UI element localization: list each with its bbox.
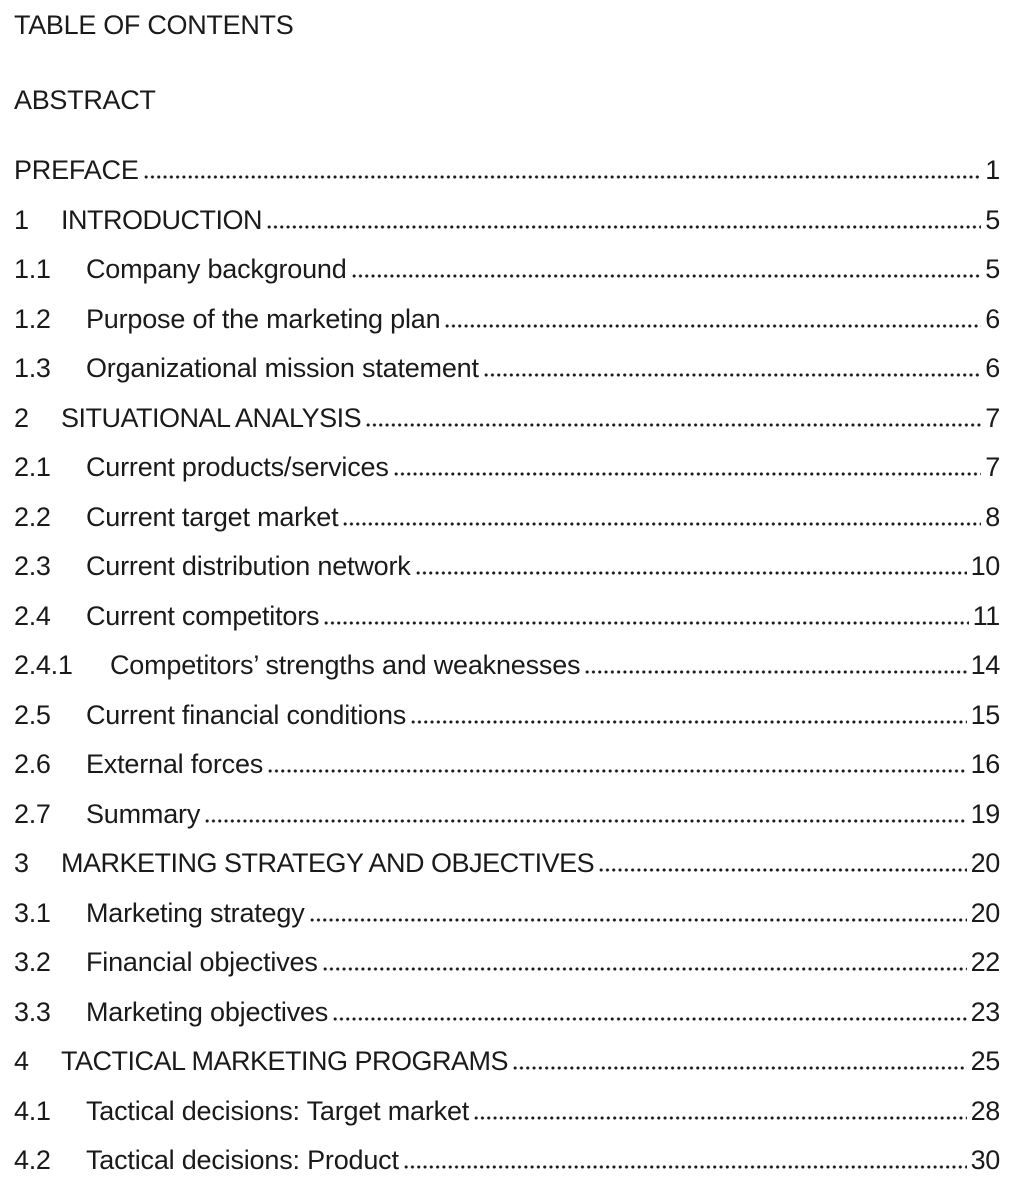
toc-entry[interactable] xyxy=(14,839,1000,888)
toc-entry-number: 3 xyxy=(14,848,29,878)
toc-entry[interactable] xyxy=(14,592,1000,641)
toc-entry-page-number: 5 xyxy=(985,204,1000,235)
toc-entry-page-number: 19 xyxy=(970,798,1000,829)
toc-entry-number: 2.5 xyxy=(14,699,51,730)
dot-leader xyxy=(267,768,966,774)
toc-entry[interactable] xyxy=(14,295,1000,344)
toc-entry[interactable] xyxy=(14,740,1000,789)
toc-entry-title: Current distribution network xyxy=(86,551,411,581)
toc-entry-title: Marketing strategy xyxy=(86,897,305,928)
toc-entry-title: PREFACE xyxy=(14,155,139,185)
toc-entry-page-number: 20 xyxy=(970,897,1000,928)
toc-entry-title: Company background xyxy=(86,254,347,284)
toc-entry-page-number: 6 xyxy=(985,353,1000,383)
dot-leader xyxy=(351,273,982,279)
toc-entry[interactable] xyxy=(14,394,1000,443)
dot-leader xyxy=(444,323,981,329)
toc-entry[interactable] xyxy=(14,641,1000,690)
toc-entry-number: 2.2 xyxy=(14,501,51,532)
dot-leader xyxy=(143,174,982,180)
toc-entry-page-number: 8 xyxy=(985,501,1000,532)
dot-leader xyxy=(415,570,967,576)
dot-leader xyxy=(266,224,981,230)
toc-entry[interactable] xyxy=(14,790,1000,839)
toc-entry-page-number: 15 xyxy=(970,699,1000,730)
toc-entry-title: Tactical decisions: Product xyxy=(86,1145,399,1175)
dot-leader xyxy=(323,620,968,626)
dot-leader xyxy=(473,1115,966,1121)
toc-entry-number: 1.1 xyxy=(14,254,51,284)
toc-entry-number: 2.4.1 xyxy=(14,650,73,680)
toc-entry-title: INTRODUCTION xyxy=(61,204,262,235)
toc-entry-number: 1 xyxy=(14,204,29,235)
dot-leader xyxy=(322,966,967,972)
toc-entry-number: 2.4 xyxy=(14,600,51,631)
dot-leader xyxy=(393,471,982,477)
dot-leader xyxy=(204,818,966,824)
dot-leader xyxy=(598,867,966,873)
toc-entry-title: External forces xyxy=(86,749,264,779)
toc-entry-title: Current products/services xyxy=(86,452,389,482)
toc-entry-page-number: 28 xyxy=(970,1095,1000,1126)
toc-entry[interactable] xyxy=(14,146,1000,195)
toc-entry[interactable] xyxy=(14,542,1000,591)
toc-entry[interactable] xyxy=(14,691,1000,740)
toc-entry-title: Current target market xyxy=(86,501,339,532)
toc-entry-title: TACTICAL MARKETING PROGRAMS xyxy=(61,1046,509,1076)
dot-leader xyxy=(365,422,981,428)
toc-entry-number: 2 xyxy=(14,402,29,433)
toc-entry[interactable] xyxy=(14,443,1000,492)
toc-entry[interactable] xyxy=(14,1037,1000,1086)
dot-leader xyxy=(342,521,981,527)
toc-entry-title: Summary xyxy=(86,798,201,829)
toc-entry[interactable] xyxy=(14,1087,1000,1136)
toc-entry-page-number: 23 xyxy=(970,996,1000,1027)
toc-entry-page-number: 1 xyxy=(985,155,1000,185)
toc-entry[interactable] xyxy=(14,493,1000,542)
toc-entry-number: 2.7 xyxy=(14,798,51,829)
toc-entry-number: 4.2 xyxy=(14,1145,51,1175)
toc-entry-title: Competitors’ strengths and weaknesses xyxy=(110,650,581,680)
toc-entry-page-number: 30 xyxy=(970,1145,1000,1175)
toc-entry-number: 2.3 xyxy=(14,551,51,581)
dot-leader xyxy=(512,1065,967,1071)
toc-entry-number: 2.6 xyxy=(14,749,51,779)
toc-entry-number: 3.2 xyxy=(14,947,51,977)
toc-entry-number: 4 xyxy=(14,1046,29,1076)
toc-entry-page-number: 25 xyxy=(970,1046,1000,1076)
toc-entry-page-number: 7 xyxy=(985,402,1000,433)
toc-entry-number: 4.1 xyxy=(14,1095,51,1126)
toc-entry[interactable] xyxy=(14,988,1000,1037)
toc-entry-number: 1.2 xyxy=(14,303,51,334)
dot-leader xyxy=(332,1016,966,1022)
toc-entry[interactable] xyxy=(14,196,1000,245)
toc-entry[interactable] xyxy=(14,344,1000,393)
toc-entry-number: 2.1 xyxy=(14,452,51,482)
toc-entry-title: Purpose of the marketing plan xyxy=(86,303,441,334)
toc-entry[interactable] xyxy=(14,938,1000,987)
toc-entry[interactable] xyxy=(14,1136,1000,1185)
dot-leader xyxy=(584,669,966,675)
toc-entry-title: Organizational mission statement xyxy=(86,353,479,383)
toc-entry-title: Current financial conditions xyxy=(86,699,407,730)
abstract-heading: ABSTRACT xyxy=(14,85,156,115)
toc-entry-title: Tactical decisions: Target market xyxy=(86,1095,470,1126)
dot-leader xyxy=(410,719,966,725)
toc-entry-page-number: 22 xyxy=(970,947,1000,977)
toc-entry-page-number: 16 xyxy=(970,749,1000,779)
toc-entry-number: 3.1 xyxy=(14,897,51,928)
dot-leader xyxy=(403,1164,967,1170)
toc-entry-title: SITUATIONAL ANALYSIS xyxy=(61,402,362,433)
toc-entry-page-number: 20 xyxy=(970,848,1000,878)
toc-entry-page-number: 6 xyxy=(985,303,1000,334)
dot-leader xyxy=(309,917,967,923)
toc-entry[interactable] xyxy=(14,889,1000,938)
toc-entry-page-number: 7 xyxy=(985,452,1000,482)
toc-entry-page-number: 14 xyxy=(970,650,1000,680)
toc-entry-title: MARKETING STRATEGY AND OBJECTIVES xyxy=(61,848,595,878)
toc-title: TABLE OF CONTENTS xyxy=(14,10,294,40)
toc-entry-page-number: 5 xyxy=(985,254,1000,284)
toc-entry-page-number: 10 xyxy=(970,551,1000,581)
toc-entry-page-number: 11 xyxy=(972,600,1000,631)
toc-entry-title: Marketing objectives xyxy=(86,996,329,1027)
toc-entry-number: 3.3 xyxy=(14,996,51,1027)
toc-entry-title: Current competitors xyxy=(86,600,320,631)
toc-entry-number: 1.3 xyxy=(14,353,51,383)
toc-entry-title: Financial objectives xyxy=(86,947,318,977)
toc-entry[interactable] xyxy=(14,245,1000,294)
dot-leader xyxy=(483,372,981,378)
